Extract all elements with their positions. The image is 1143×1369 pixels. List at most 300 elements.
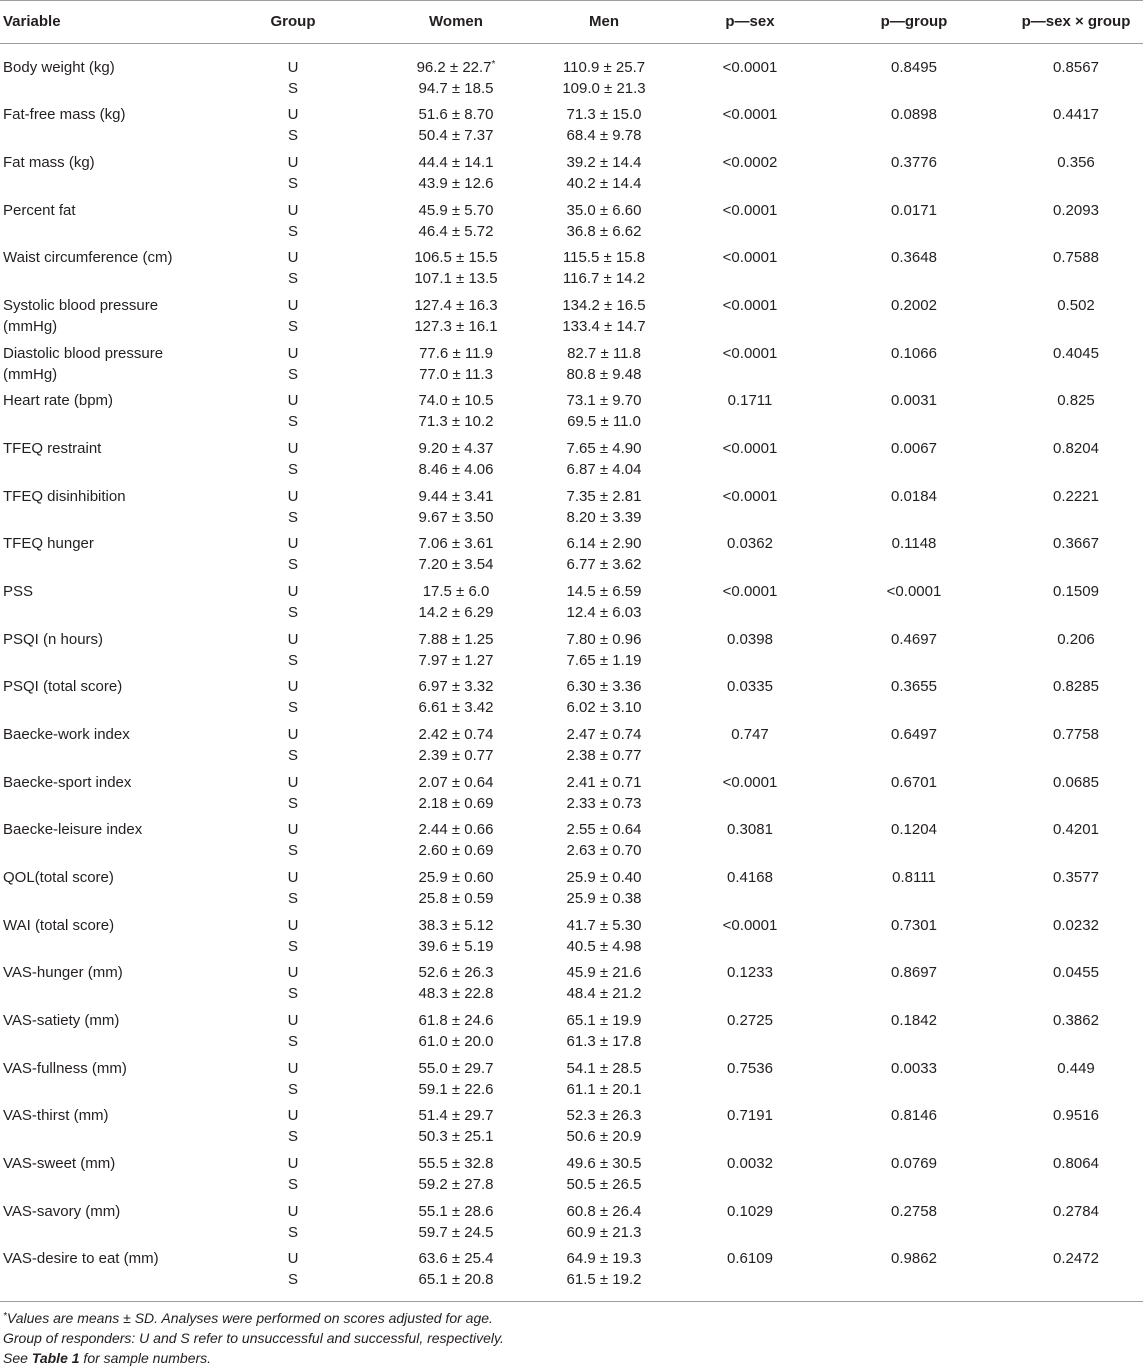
group-label: U xyxy=(287,296,299,314)
men-value: 2.47 ± 0.74 xyxy=(566,725,642,743)
p-sex-value: 0.1029 xyxy=(727,1202,773,1220)
men-value-line xyxy=(527,533,681,554)
men-value: 7.65 ± 1.19 xyxy=(566,651,642,669)
group-label: U xyxy=(287,630,299,648)
men-cell xyxy=(527,816,681,864)
women-value-line xyxy=(385,1174,527,1195)
p-sex-group-cell xyxy=(1009,101,1143,149)
variable-label: VAS-sweet (mm) xyxy=(3,1154,116,1172)
header-men: Men xyxy=(527,0,681,44)
women-value: 14.2 ± 6.29 xyxy=(418,603,494,621)
footnote-see-prefix: See xyxy=(3,1350,32,1366)
men-cell xyxy=(527,626,681,674)
group-cell xyxy=(201,816,385,864)
p-sex-group-value: 0.8204 xyxy=(1053,439,1099,457)
women-value-line xyxy=(385,1201,527,1222)
group-cell xyxy=(201,387,385,435)
women-value: 61.0 ± 20.0 xyxy=(418,1032,494,1050)
table-row xyxy=(0,578,1143,626)
men-value: 60.9 ± 21.3 xyxy=(566,1223,642,1241)
men-value: 2.63 ± 0.70 xyxy=(566,842,642,860)
p-group-cell xyxy=(819,816,1009,864)
women-value: 55.1 ± 28.6 xyxy=(418,1202,494,1220)
p-group-value: 0.8146 xyxy=(891,1107,937,1125)
group-label: U xyxy=(287,725,299,743)
header-variable: Variable xyxy=(0,0,201,44)
p-sex-cell xyxy=(681,101,819,149)
footnote-see-suffix: for sample numbers. xyxy=(79,1350,212,1366)
p-group-cell xyxy=(819,673,1009,721)
men-value-line xyxy=(527,772,681,793)
p-sex-value: 0.1233 xyxy=(727,964,773,982)
footnote-table-reference: Table 1 xyxy=(31,1350,80,1366)
women-value-line xyxy=(385,1079,527,1100)
men-value: 50.5 ± 26.5 xyxy=(566,1175,642,1193)
p-group-value: 0.8495 xyxy=(891,58,937,76)
p-group-value: 0.1842 xyxy=(891,1011,937,1029)
women-value-line xyxy=(385,1248,527,1269)
women-cell xyxy=(385,673,527,721)
p-sex-value: 0.1711 xyxy=(727,392,773,410)
p-sex-cell xyxy=(681,244,819,292)
p-sex-cell xyxy=(681,44,819,101)
p-sex-cell xyxy=(681,1055,819,1103)
p-group-value: 0.0031 xyxy=(891,392,937,410)
women-value-line xyxy=(385,602,527,623)
p-sex-value: 0.0362 xyxy=(727,535,773,553)
men-value: 6.02 ± 3.10 xyxy=(566,699,642,717)
group-cell xyxy=(201,1007,385,1055)
table-row xyxy=(0,959,1143,1007)
men-value-line xyxy=(527,819,681,840)
table-row xyxy=(0,721,1143,769)
p-sex-value: <0.0001 xyxy=(722,439,778,457)
variable-cell xyxy=(0,101,201,149)
men-value-line xyxy=(527,1105,681,1126)
variable-cell xyxy=(0,1055,201,1103)
p-sex-value: 0.3081 xyxy=(727,821,773,839)
women-value-line xyxy=(385,983,527,1004)
women-value-line xyxy=(385,915,527,936)
p-sex-value: 0.7191 xyxy=(727,1107,773,1125)
group-label: U xyxy=(287,821,299,839)
women-value-line xyxy=(385,1126,527,1147)
women-value: 46.4 ± 5.72 xyxy=(418,222,494,240)
group-cell xyxy=(201,912,385,960)
women-value-line xyxy=(385,125,527,146)
men-value-line xyxy=(527,173,681,194)
women-value-line xyxy=(385,676,527,697)
table-row xyxy=(0,864,1143,912)
variable-label: Baecke-leisure index xyxy=(3,821,143,839)
women-value: 59.7 ± 24.5 xyxy=(418,1223,494,1241)
p-sex-group-value: 0.7588 xyxy=(1053,249,1099,267)
footnote-mark: * xyxy=(491,58,496,70)
women-value: 7.88 ± 1.25 xyxy=(418,630,494,648)
p-sex-group-value: 0.502 xyxy=(1057,296,1095,314)
group-cell xyxy=(201,1245,385,1302)
p-group-cell xyxy=(819,578,1009,626)
p-sex-value: <0.0002 xyxy=(722,153,778,171)
p-sex-cell xyxy=(681,721,819,769)
p-group-value: 0.9862 xyxy=(891,1250,937,1268)
women-value-line xyxy=(385,1105,527,1126)
men-value: 116.7 ± 14.2 xyxy=(562,270,646,288)
men-cell xyxy=(527,912,681,960)
table-row xyxy=(0,912,1143,960)
group-label: S xyxy=(287,1128,298,1146)
group-label: S xyxy=(287,651,298,669)
p-sex-group-value: 0.8064 xyxy=(1053,1154,1099,1172)
p-sex-group-cell xyxy=(1009,864,1143,912)
women-value-line xyxy=(385,888,527,909)
men-cell xyxy=(527,864,681,912)
p-sex-group-value: 0.3577 xyxy=(1053,868,1099,886)
men-value: 6.30 ± 3.36 xyxy=(566,678,642,696)
women-value-line xyxy=(385,200,527,221)
p-sex-value: <0.0001 xyxy=(722,344,778,362)
women-cell xyxy=(385,769,527,817)
men-value: 65.1 ± 19.9 xyxy=(566,1011,642,1029)
men-cell xyxy=(527,44,681,101)
men-value: 133.4 ± 14.7 xyxy=(562,317,646,335)
men-value: 52.3 ± 26.3 xyxy=(566,1107,642,1125)
p-group-cell xyxy=(819,483,1009,531)
men-value: 50.6 ± 20.9 xyxy=(566,1128,642,1146)
women-value: 94.7 ± 18.5 xyxy=(418,79,494,97)
men-value: 36.8 ± 6.62 xyxy=(566,222,642,240)
women-value-line xyxy=(385,745,527,766)
men-value-line xyxy=(527,745,681,766)
p-sex-value: 0.747 xyxy=(731,725,769,743)
group-label: S xyxy=(287,1032,298,1050)
p-group-value: 0.0171 xyxy=(891,201,937,219)
p-group-cell xyxy=(819,769,1009,817)
women-value: 2.07 ± 0.64 xyxy=(418,773,494,791)
group-cell xyxy=(201,626,385,674)
group-label: U xyxy=(287,916,299,934)
variable-cell xyxy=(0,530,201,578)
women-value-line xyxy=(385,650,527,671)
p-group-cell xyxy=(819,864,1009,912)
women-value: 2.39 ± 0.77 xyxy=(418,746,494,764)
p-sex-group-value: 0.8567 xyxy=(1053,58,1099,76)
group-cell xyxy=(201,244,385,292)
men-value-line xyxy=(527,200,681,221)
p-sex-value: <0.0001 xyxy=(722,773,778,791)
women-cell xyxy=(385,1007,527,1055)
header-p-group: p—group xyxy=(819,0,1009,44)
variable-label: Baecke-work index xyxy=(3,725,130,743)
group-label: U xyxy=(287,773,299,791)
women-value: 2.18 ± 0.69 xyxy=(418,794,494,812)
variable-cell xyxy=(0,387,201,435)
variable-cell xyxy=(0,483,201,531)
men-cell xyxy=(527,721,681,769)
p-sex-cell xyxy=(681,673,819,721)
p-sex-group-value: 0.8285 xyxy=(1053,678,1099,696)
table-row xyxy=(0,530,1143,578)
p-sex-cell xyxy=(681,959,819,1007)
group-cell xyxy=(201,530,385,578)
p-sex-cell xyxy=(681,626,819,674)
table-row xyxy=(0,44,1143,101)
women-value-line xyxy=(385,364,527,385)
men-cell xyxy=(527,292,681,340)
men-value-line xyxy=(527,676,681,697)
variable-cell xyxy=(0,149,201,197)
p-sex-group-cell xyxy=(1009,912,1143,960)
group-label: S xyxy=(287,937,298,955)
p-group-cell xyxy=(819,292,1009,340)
p-group-value: 0.0898 xyxy=(891,106,937,124)
variable-cell xyxy=(0,1245,201,1302)
women-value: 65.1 ± 20.8 xyxy=(418,1271,494,1289)
p-sex-cell xyxy=(681,292,819,340)
women-cell xyxy=(385,530,527,578)
variable-label: TFEQ restraint xyxy=(3,439,102,457)
p-group-value: 0.1066 xyxy=(891,344,937,362)
women-value-line xyxy=(385,554,527,575)
women-cell xyxy=(385,1198,527,1246)
group-cell xyxy=(201,1102,385,1150)
men-value-line xyxy=(527,268,681,289)
p-sex-group-cell xyxy=(1009,44,1143,101)
women-value-line xyxy=(385,1222,527,1243)
women-value: 2.44 ± 0.66 xyxy=(418,821,494,839)
variable-cell xyxy=(0,44,201,101)
men-value: 60.8 ± 26.4 xyxy=(566,1202,642,1220)
p-sex-group-value: 0.3667 xyxy=(1053,535,1099,553)
men-cell xyxy=(527,1198,681,1246)
p-sex-group-cell xyxy=(1009,578,1143,626)
p-sex-cell xyxy=(681,1007,819,1055)
variable-cell xyxy=(0,1150,201,1198)
women-value: 50.3 ± 25.1 xyxy=(418,1128,494,1146)
women-cell xyxy=(385,149,527,197)
women-value-line xyxy=(385,867,527,888)
men-value: 6.87 ± 4.04 xyxy=(566,460,642,478)
variable-label: Body weight (kg) xyxy=(3,58,115,76)
p-sex-group-cell xyxy=(1009,816,1143,864)
men-value-line xyxy=(527,390,681,411)
table-row xyxy=(0,1150,1143,1198)
men-cell xyxy=(527,197,681,245)
group-cell xyxy=(201,959,385,1007)
table-row xyxy=(0,483,1143,531)
women-value-line xyxy=(385,936,527,957)
table-row xyxy=(0,1007,1143,1055)
p-group-value: 0.2002 xyxy=(891,296,937,314)
variable-cell xyxy=(0,626,201,674)
men-value: 82.7 ± 11.8 xyxy=(567,344,641,362)
group-label: S xyxy=(287,1175,298,1193)
p-sex-group-value: 0.206 xyxy=(1057,630,1095,648)
group-cell xyxy=(201,435,385,483)
men-value: 110.9 ± 25.7 xyxy=(562,58,646,76)
men-value: 41.7 ± 5.30 xyxy=(566,916,642,934)
women-cell xyxy=(385,912,527,960)
group-label: S xyxy=(287,460,298,478)
men-value: 8.20 ± 3.39 xyxy=(566,508,642,526)
footnote-groups: Group of responders: U and S refer to unsuccessful and successful, respectively. xyxy=(3,1330,504,1346)
women-cell xyxy=(385,244,527,292)
variable-cell xyxy=(0,912,201,960)
men-value-line xyxy=(527,724,681,745)
variable-label: VAS-hunger (mm) xyxy=(3,964,123,982)
women-value: 127.4 ± 16.3 xyxy=(414,296,498,314)
table-row xyxy=(0,1055,1143,1103)
women-value-line xyxy=(385,486,527,507)
p-sex-cell xyxy=(681,864,819,912)
variable-cell xyxy=(0,864,201,912)
men-value: 49.6 ± 30.5 xyxy=(566,1154,642,1172)
men-value-line xyxy=(527,316,681,337)
p-sex-cell xyxy=(681,435,819,483)
p-group-cell xyxy=(819,959,1009,1007)
group-label: U xyxy=(287,1011,299,1029)
women-value: 59.2 ± 27.8 xyxy=(418,1175,494,1193)
men-value: 2.38 ± 0.77 xyxy=(566,746,642,764)
p-group-cell xyxy=(819,387,1009,435)
p-sex-group-cell xyxy=(1009,340,1143,388)
variable-label: VAS-desire to eat (mm) xyxy=(3,1250,159,1268)
table-row xyxy=(0,197,1143,245)
men-value: 69.5 ± 11.0 xyxy=(567,413,641,431)
men-cell xyxy=(527,1055,681,1103)
p-group-value: 0.4697 xyxy=(891,630,937,648)
variable-label: VAS-fullness (mm) xyxy=(3,1059,127,1077)
men-cell xyxy=(527,387,681,435)
p-sex-cell xyxy=(681,1198,819,1246)
women-value-line xyxy=(385,268,527,289)
men-cell xyxy=(527,1007,681,1055)
men-value: 40.5 ± 4.98 xyxy=(566,937,642,955)
women-cell xyxy=(385,721,527,769)
p-group-value: 0.8697 xyxy=(891,964,937,982)
group-cell xyxy=(201,1055,385,1103)
group-label: S xyxy=(287,746,298,764)
variable-cell xyxy=(0,1102,201,1150)
table-row xyxy=(0,149,1143,197)
women-value: 2.60 ± 0.69 xyxy=(418,842,494,860)
group-cell xyxy=(201,864,385,912)
group-label: U xyxy=(287,678,299,696)
p-sex-group-cell xyxy=(1009,1150,1143,1198)
variable-label: Waist circumference (cm) xyxy=(3,249,173,267)
group-label: U xyxy=(287,868,299,886)
variable-label: Baecke-sport index xyxy=(3,773,132,791)
women-value-line xyxy=(385,533,527,554)
women-value-line xyxy=(385,507,527,528)
men-cell xyxy=(527,340,681,388)
p-group-cell xyxy=(819,1007,1009,1055)
group-cell xyxy=(201,578,385,626)
men-value: 61.5 ± 19.2 xyxy=(566,1271,642,1289)
men-value-line xyxy=(527,554,681,575)
variable-label: TFEQ hunger xyxy=(3,535,94,553)
women-value-line xyxy=(385,459,527,480)
p-sex-value: <0.0001 xyxy=(722,296,778,314)
table-row xyxy=(0,244,1143,292)
men-cell xyxy=(527,101,681,149)
group-label: U xyxy=(287,106,299,124)
men-value: 7.65 ± 4.90 xyxy=(566,439,642,457)
p-sex-group-cell xyxy=(1009,197,1143,245)
p-group-value: 0.7301 xyxy=(891,916,937,934)
table-row xyxy=(0,292,1143,340)
p-sex-group-cell xyxy=(1009,1198,1143,1246)
women-cell xyxy=(385,1150,527,1198)
p-group-value: 0.6701 xyxy=(891,773,937,791)
women-value-line xyxy=(385,629,527,650)
header-row xyxy=(0,0,1143,44)
p-group-value: 0.0769 xyxy=(891,1154,937,1172)
p-sex-group-value: 0.7758 xyxy=(1053,725,1099,743)
men-value: 7.80 ± 0.96 xyxy=(566,630,642,648)
variable-cell xyxy=(0,435,201,483)
p-sex-cell xyxy=(681,816,819,864)
women-value: 9.20 ± 4.37 xyxy=(418,439,494,457)
group-label: S xyxy=(287,79,298,97)
men-cell xyxy=(527,1102,681,1150)
p-group-cell xyxy=(819,1245,1009,1302)
men-value-line xyxy=(527,840,681,861)
group-label: S xyxy=(287,270,298,288)
variable-label: VAS-savory (mm) xyxy=(3,1202,121,1220)
men-value-line xyxy=(527,438,681,459)
p-sex-group-value: 0.2221 xyxy=(1053,487,1099,505)
women-value-line xyxy=(385,295,527,316)
group-label: U xyxy=(287,249,299,267)
women-value: 25.9 ± 0.60 xyxy=(418,868,494,886)
footnote-values xyxy=(3,1308,1133,1328)
p-sex-group-value: 0.2093 xyxy=(1053,201,1099,219)
p-sex-value: 0.2725 xyxy=(727,1011,773,1029)
women-value-line xyxy=(385,793,527,814)
women-value: 127.3 ± 16.1 xyxy=(414,317,498,335)
p-sex-group-cell xyxy=(1009,721,1143,769)
women-value-line xyxy=(385,104,527,125)
group-label: S xyxy=(287,1080,298,1098)
men-value-line xyxy=(527,1031,681,1052)
women-value: 107.1 ± 13.5 xyxy=(414,270,498,288)
group-label: S xyxy=(287,794,298,812)
men-value-line xyxy=(527,1174,681,1195)
men-value: 73.1 ± 9.70 xyxy=(566,392,642,410)
women-value: 2.42 ± 0.74 xyxy=(418,725,494,743)
men-value-line xyxy=(527,1126,681,1147)
men-value-line xyxy=(527,507,681,528)
table-header xyxy=(0,0,1143,44)
p-sex-value: <0.0001 xyxy=(722,201,778,219)
p-group-value: 0.0184 xyxy=(891,487,937,505)
p-sex-group-cell xyxy=(1009,1245,1143,1302)
p-sex-group-value: 0.4417 xyxy=(1053,106,1099,124)
table-row xyxy=(0,1245,1143,1302)
variable-label: VAS-thirst (mm) xyxy=(3,1107,109,1125)
p-sex-value: 0.0032 xyxy=(727,1154,773,1172)
p-sex-group-cell xyxy=(1009,149,1143,197)
p-group-cell xyxy=(819,149,1009,197)
men-cell xyxy=(527,769,681,817)
p-group-cell xyxy=(819,435,1009,483)
women-value: 7.97 ± 1.27 xyxy=(418,651,494,669)
women-value: 96.2 ± 22.7 xyxy=(416,58,492,76)
p-sex-value: <0.0001 xyxy=(722,106,778,124)
p-group-cell xyxy=(819,721,1009,769)
women-value-line xyxy=(385,1031,527,1052)
